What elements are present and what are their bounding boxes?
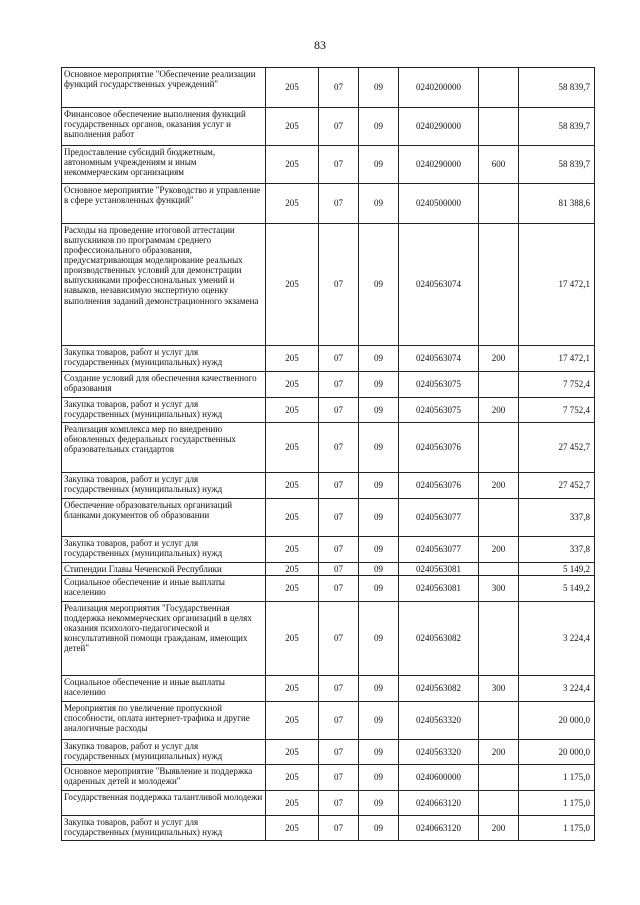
- target-article-code-cell: 0240563074: [399, 224, 479, 346]
- target-article-code-cell: 0240563074: [399, 346, 479, 372]
- ministry-code-cell: 205: [266, 499, 319, 537]
- section-code-cell: 07: [319, 791, 359, 816]
- table-row: [62, 473, 595, 499]
- table-row: [62, 676, 595, 702]
- ministry-code-cell: 205: [266, 423, 319, 473]
- expense-type-code-cell: [479, 423, 519, 473]
- section-code-cell: 07: [319, 473, 359, 499]
- section-code-cell: 07: [319, 398, 359, 423]
- expense-type-code-cell: [479, 563, 519, 576]
- subsection-code-cell: 09: [359, 184, 399, 224]
- target-article-code-cell: 0240663120: [399, 791, 479, 816]
- ministry-code-cell: 205: [266, 563, 319, 576]
- table-row: [62, 68, 595, 108]
- subsection-code-cell: 09: [359, 499, 399, 537]
- row-name-cell: Основное мероприятие "Обеспечение реализации функций государственных учреждений": [62, 68, 266, 108]
- target-article-code-cell: 0240563075: [399, 398, 479, 423]
- subsection-code-cell: 09: [359, 398, 399, 423]
- section-code-cell: 07: [319, 563, 359, 576]
- subsection-code-cell: 09: [359, 537, 399, 563]
- amount-cell: 27 452,7: [519, 473, 595, 499]
- target-article-code-cell: 0240563075: [399, 372, 479, 398]
- ministry-code-cell: 205: [266, 765, 319, 791]
- row-name-cell: Предоставление субсидий бюджетным, автономным учреждениям и иным некоммерческим организациям: [62, 146, 266, 184]
- table-row: [62, 108, 595, 146]
- target-article-code-cell: 0240600000: [399, 765, 479, 791]
- ministry-code-cell: 205: [266, 473, 319, 499]
- subsection-code-cell: 09: [359, 576, 399, 602]
- expense-type-code-cell: 200: [479, 473, 519, 499]
- ministry-code-cell: 205: [266, 576, 319, 602]
- section-code-cell: 07: [319, 702, 359, 740]
- section-code-cell: 07: [319, 602, 359, 676]
- section-code-cell: 07: [319, 224, 359, 346]
- subsection-code-cell: 09: [359, 68, 399, 108]
- subsection-code-cell: 09: [359, 816, 399, 841]
- expense-type-code-cell: [479, 108, 519, 146]
- subsection-code-cell: 09: [359, 602, 399, 676]
- section-code-cell: 07: [319, 184, 359, 224]
- table-row: [62, 346, 595, 372]
- amount-cell: 7 752,4: [519, 372, 595, 398]
- row-name-cell: Закупка товаров, работ и услуг для государственных (муниципальных) нужд: [62, 537, 266, 563]
- table-row: [62, 765, 595, 791]
- row-name-cell: Закупка товаров, работ и услуг для государственных (муниципальных) нужд: [62, 740, 266, 765]
- row-name-cell: Закупка товаров, работ и услуг для государственных (муниципальных) нужд: [62, 346, 266, 372]
- row-name-cell: Основное мероприятие "Руководство и управление в сфере установленных функций": [62, 184, 266, 224]
- amount-cell: 1 175,0: [519, 816, 595, 841]
- subsection-code-cell: 09: [359, 372, 399, 398]
- ministry-code-cell: 205: [266, 602, 319, 676]
- target-article-code-cell: 0240563076: [399, 423, 479, 473]
- subsection-code-cell: 09: [359, 676, 399, 702]
- row-name-cell: Мероприятия по увеличение пропускной способности, оплата интернет-трафика и другие аналогичные расходы: [62, 702, 266, 740]
- expense-type-code-cell: [479, 499, 519, 537]
- section-code-cell: 07: [319, 576, 359, 602]
- expense-type-code-cell: 200: [479, 398, 519, 423]
- table-row: [62, 372, 595, 398]
- target-article-code-cell: 0240663120: [399, 816, 479, 841]
- section-code-cell: 07: [319, 346, 359, 372]
- amount-cell: 20 000,0: [519, 740, 595, 765]
- amount-cell: 17 472,1: [519, 224, 595, 346]
- budget-table: [61, 67, 595, 841]
- target-article-code-cell: 0240563077: [399, 537, 479, 563]
- subsection-code-cell: 09: [359, 791, 399, 816]
- expense-type-code-cell: [479, 184, 519, 224]
- ministry-code-cell: 205: [266, 398, 319, 423]
- amount-cell: 20 000,0: [519, 702, 595, 740]
- target-article-code-cell: 0240563320: [399, 740, 479, 765]
- row-name-cell: Основное мероприятие "Выявление и поддержка одаренных детей и молодежи": [62, 765, 266, 791]
- row-name-cell: Закупка товаров, работ и услуг для государственных (муниципальных) нужд: [62, 398, 266, 423]
- section-code-cell: 07: [319, 765, 359, 791]
- target-article-code-cell: 0240500000: [399, 184, 479, 224]
- amount-cell: 1 175,0: [519, 765, 595, 791]
- section-code-cell: 07: [319, 676, 359, 702]
- table-body: [62, 68, 595, 841]
- subsection-code-cell: 09: [359, 146, 399, 184]
- table-row: [62, 563, 595, 576]
- amount-cell: 3 224,4: [519, 602, 595, 676]
- section-code-cell: 07: [319, 816, 359, 841]
- expense-type-code-cell: [479, 765, 519, 791]
- ministry-code-cell: 205: [266, 537, 319, 563]
- row-name-cell: Реализация комплекса мер по внедрению обновленных федеральных государственных образовательных стандартов: [62, 423, 266, 473]
- expense-type-code-cell: 200: [479, 740, 519, 765]
- expense-type-code-cell: 200: [479, 346, 519, 372]
- target-article-code-cell: 0240563077: [399, 499, 479, 537]
- table-row: [62, 537, 595, 563]
- table-row: [62, 423, 595, 473]
- amount-cell: 81 388,6: [519, 184, 595, 224]
- section-code-cell: 07: [319, 372, 359, 398]
- table-row: [62, 740, 595, 765]
- amount-cell: 58 839,7: [519, 68, 595, 108]
- amount-cell: 337,8: [519, 537, 595, 563]
- table-row: [62, 184, 595, 224]
- target-article-code-cell: 0240563081: [399, 576, 479, 602]
- ministry-code-cell: 205: [266, 676, 319, 702]
- target-article-code-cell: 0240290000: [399, 146, 479, 184]
- section-code-cell: 07: [319, 537, 359, 563]
- ministry-code-cell: 205: [266, 791, 319, 816]
- expense-type-code-cell: [479, 372, 519, 398]
- table-row: [62, 576, 595, 602]
- subsection-code-cell: 09: [359, 346, 399, 372]
- table-row: [62, 602, 595, 676]
- row-name-cell: Обеспечение образовательных организаций бланками документов об образовании: [62, 499, 266, 537]
- amount-cell: 58 839,7: [519, 146, 595, 184]
- expense-type-code-cell: 300: [479, 576, 519, 602]
- amount-cell: 337,8: [519, 499, 595, 537]
- expense-type-code-cell: [479, 602, 519, 676]
- expense-type-code-cell: [479, 791, 519, 816]
- expense-type-code-cell: [479, 224, 519, 346]
- amount-cell: 58 839,7: [519, 108, 595, 146]
- table-row: [62, 791, 595, 816]
- amount-cell: 7 752,4: [519, 398, 595, 423]
- target-article-code-cell: 0240563082: [399, 676, 479, 702]
- section-code-cell: 07: [319, 146, 359, 184]
- target-article-code-cell: 0240563076: [399, 473, 479, 499]
- ministry-code-cell: 205: [266, 184, 319, 224]
- subsection-code-cell: 09: [359, 702, 399, 740]
- target-article-code-cell: 0240200000: [399, 68, 479, 108]
- table-row: [62, 499, 595, 537]
- table-row: [62, 702, 595, 740]
- expense-type-code-cell: [479, 68, 519, 108]
- section-code-cell: 07: [319, 68, 359, 108]
- ministry-code-cell: 205: [266, 372, 319, 398]
- ministry-code-cell: 205: [266, 224, 319, 346]
- expense-type-code-cell: [479, 702, 519, 740]
- section-code-cell: 07: [319, 740, 359, 765]
- amount-cell: 5 149,2: [519, 576, 595, 602]
- expense-type-code-cell: 600: [479, 146, 519, 184]
- row-name-cell: Социальное обеспечение и иные выплаты населению: [62, 576, 266, 602]
- row-name-cell: Закупка товаров, работ и услуг для государственных (муниципальных) нужд: [62, 473, 266, 499]
- table-row: [62, 146, 595, 184]
- row-name-cell: Расходы на проведение итоговой аттестации выпускников по программам среднего профессионального образования, предусматривающая моделирование реальных производственных условий для демонстрации выпускниками профессиональных умений и навыков, независимую экспертную оценку выполнения заданий демонстрационного экзамена: [62, 224, 266, 346]
- target-article-code-cell: 0240290000: [399, 108, 479, 146]
- row-name-cell: Социальное обеспечение и иные выплаты населению: [62, 676, 266, 702]
- ministry-code-cell: 205: [266, 146, 319, 184]
- amount-cell: 27 452,7: [519, 423, 595, 473]
- row-name-cell: Финансовое обеспечение выполнения функций государственных органов, оказания услуг и выполнения работ: [62, 108, 266, 146]
- subsection-code-cell: 09: [359, 473, 399, 499]
- section-code-cell: 07: [319, 423, 359, 473]
- subsection-code-cell: 09: [359, 563, 399, 576]
- amount-cell: 17 472,1: [519, 346, 595, 372]
- ministry-code-cell: 205: [266, 108, 319, 146]
- target-article-code-cell: 0240563082: [399, 602, 479, 676]
- ministry-code-cell: 205: [266, 702, 319, 740]
- target-article-code-cell: 0240563081: [399, 563, 479, 576]
- table-row: [62, 398, 595, 423]
- subsection-code-cell: 09: [359, 740, 399, 765]
- section-code-cell: 07: [319, 108, 359, 146]
- section-code-cell: 07: [319, 499, 359, 537]
- subsection-code-cell: 09: [359, 765, 399, 791]
- row-name-cell: Государственная поддержка талантливой молодежи: [62, 791, 266, 816]
- subsection-code-cell: 09: [359, 423, 399, 473]
- amount-cell: 3 224,4: [519, 676, 595, 702]
- table-row: [62, 816, 595, 841]
- amount-cell: 1 175,0: [519, 791, 595, 816]
- amount-cell: 5 149,2: [519, 563, 595, 576]
- ministry-code-cell: 205: [266, 346, 319, 372]
- row-name-cell: Реализация мероприятия "Государственная поддержка некоммерческих организаций в целях оказания психолого-педагогической и консультативной помощи гражданам, имеющих детей": [62, 602, 266, 676]
- expense-type-code-cell: 200: [479, 537, 519, 563]
- ministry-code-cell: 205: [266, 816, 319, 841]
- row-name-cell: Создание условий для обеспечения качественного образования: [62, 372, 266, 398]
- ministry-code-cell: 205: [266, 68, 319, 108]
- subsection-code-cell: 09: [359, 108, 399, 146]
- page-number: 83: [314, 38, 326, 52]
- expense-type-code-cell: 300: [479, 676, 519, 702]
- target-article-code-cell: 0240563320: [399, 702, 479, 740]
- row-name-cell: Стипендии Главы Чеченской Республики: [62, 563, 266, 576]
- expense-type-code-cell: 200: [479, 816, 519, 841]
- row-name-cell: Закупка товаров, работ и услуг для государственных (муниципальных) нужд: [62, 816, 266, 841]
- ministry-code-cell: 205: [266, 740, 319, 765]
- subsection-code-cell: 09: [359, 224, 399, 346]
- table-row: [62, 224, 595, 346]
